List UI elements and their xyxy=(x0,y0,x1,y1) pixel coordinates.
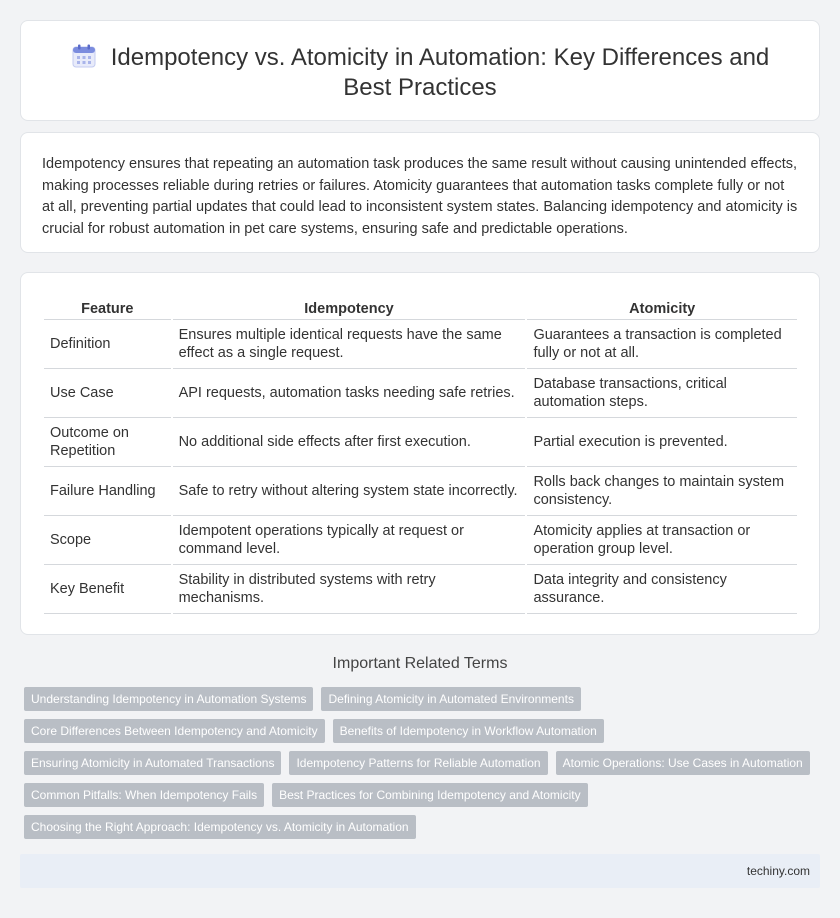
related-term-tag[interactable]: Atomic Operations: Use Cases in Automation xyxy=(556,751,810,775)
tag-row xyxy=(24,719,824,743)
intro-paragraph: Idempotency ensures that repeating an automation task produces the same result without causing unintended effects, making processes reliable during retries or failures. Atomicity guarantees that automation tasks complete fully or not at all, preventing partial updates that could lead to inconsistent system states. Balancing idempotency and atomicity is crucial for robust automation in pet care systems, ensuring safe and predictable operations. xyxy=(42,156,798,237)
atomicity-cell: Rolls back changes to maintain system consistency. xyxy=(527,467,797,516)
tag-row xyxy=(24,815,824,839)
table-row xyxy=(44,467,797,516)
tag-row xyxy=(24,687,824,711)
atomicity-cell: Atomicity applies at transaction or operation group level. xyxy=(527,516,797,565)
tag-row xyxy=(24,783,824,807)
related-term-tag[interactable]: Common Pitfalls: When Idempotency Fails xyxy=(24,783,264,807)
tag-row xyxy=(24,751,824,775)
related-term-tag[interactable]: Defining Atomicity in Automated Environments xyxy=(321,687,580,711)
table-row xyxy=(44,565,797,614)
related-term-tag[interactable]: Benefits of Idempotency in Workflow Automation xyxy=(333,719,604,743)
page-title-text: Idempotency vs. Atomicity in Automation: Key Differences and Best Practices xyxy=(110,44,770,101)
atomicity-cell: Guarantees a transaction is completed fully or not at all. xyxy=(527,320,797,369)
related-terms-tags xyxy=(24,687,824,847)
idempotency-cell: API requests, automation tasks needing safe retries. xyxy=(173,369,526,418)
intro-card xyxy=(20,132,820,253)
page-title-wrap xyxy=(61,43,779,103)
header-card xyxy=(20,20,820,121)
header-atomicity: Atomicity xyxy=(527,294,797,320)
calendar-icon xyxy=(71,43,97,69)
related-term-tag[interactable]: Idempotency Patterns for Reliable Automation xyxy=(289,751,547,775)
header-idempotency: Idempotency xyxy=(173,294,526,320)
header-feature: Feature xyxy=(44,294,171,320)
related-term-tag[interactable]: Core Differences Between Idempotency and Atomicity xyxy=(24,719,325,743)
idempotency-cell: Ensures multiple identical requests have the same effect as a single request. xyxy=(173,320,526,369)
footer-bar xyxy=(20,854,820,888)
atomicity-cell: Data integrity and consistency assurance. xyxy=(527,565,797,614)
atomicity-cell: Database transactions, critical automation steps. xyxy=(527,369,797,418)
table-row xyxy=(44,369,797,418)
related-term-tag[interactable]: Understanding Idempotency in Automation Systems xyxy=(24,687,313,711)
page-title xyxy=(61,43,779,103)
feature-cell: Use Case xyxy=(44,369,171,418)
feature-cell: Failure Handling xyxy=(44,467,171,516)
idempotency-cell: Idempotent operations typically at request or command level. xyxy=(173,516,526,565)
comparison-card xyxy=(20,272,820,635)
related-term-tag[interactable]: Choosing the Right Approach: Idempotency vs. Atomicity in Automation xyxy=(24,815,416,839)
idempotency-cell: No additional side effects after first execution. xyxy=(173,418,526,467)
idempotency-cell: Stability in distributed systems with retry mechanisms. xyxy=(173,565,526,614)
related-term-tag[interactable]: Ensuring Atomicity in Automated Transactions xyxy=(24,751,281,775)
table-header-row xyxy=(44,294,797,320)
footer-site-link[interactable]: techiny.com xyxy=(746,864,810,878)
feature-cell: Definition xyxy=(44,320,171,369)
feature-cell: Scope xyxy=(44,516,171,565)
comparison-table xyxy=(42,294,799,614)
related-terms-title: Important Related Terms xyxy=(332,655,508,672)
table-row xyxy=(44,320,797,369)
table-row xyxy=(44,516,797,565)
idempotency-cell: Safe to retry without altering system state incorrectly. xyxy=(173,467,526,516)
feature-cell: Outcome on Repetition xyxy=(44,418,171,467)
feature-cell: Key Benefit xyxy=(44,565,171,614)
table-row xyxy=(44,418,797,467)
related-term-tag[interactable]: Best Practices for Combining Idempotency and Atomicity xyxy=(272,783,587,807)
atomicity-cell: Partial execution is prevented. xyxy=(527,418,797,467)
